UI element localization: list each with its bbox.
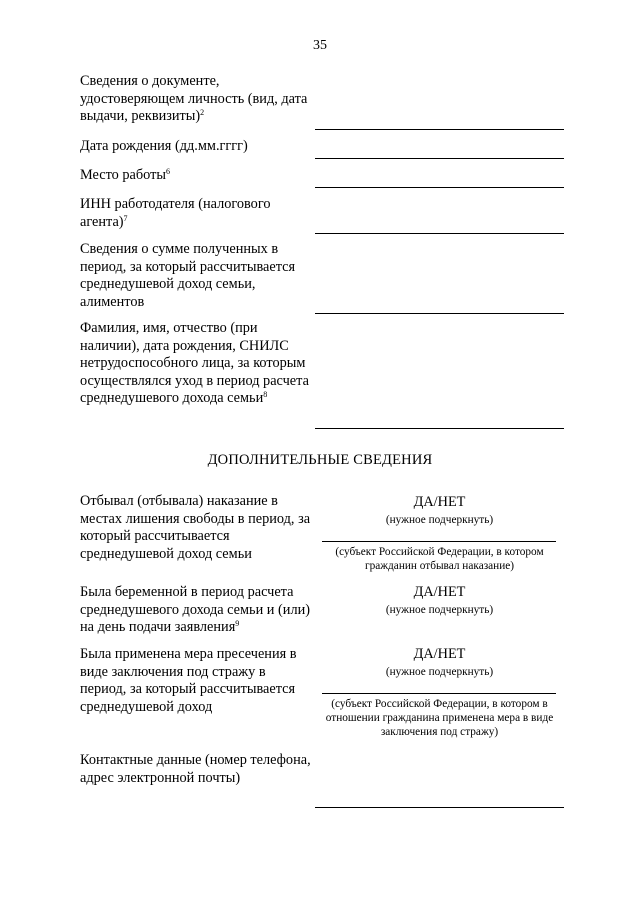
caption-custody-region: (субъект Российской Федерации, в котором в отношении гражданина применена мера в виде заключения под стражу) <box>325 698 554 738</box>
field-label-birth-date: Дата рождения (дд.мм.гггг) <box>80 138 248 154</box>
field-label-alimony: Сведения о сумме полученных в период, за который рассчитывается среднедушевой доход семьи, алиментов <box>80 241 296 310</box>
hint-underline-needed: (нужное подчеркнуть) <box>385 666 494 678</box>
contact-line[interactable] <box>315 807 564 808</box>
field-line-workplace[interactable] <box>315 187 564 188</box>
yes-no-choice-pregnancy[interactable]: ДА/НЕТ <box>413 584 466 600</box>
field-label-identity-document: Сведения о документе, удостоверяющем личность (вид, дата выдачи, реквизиты)$^2$ <box>80 73 308 124</box>
region-line-imprisonment[interactable] <box>322 541 556 542</box>
field-line-employer-inn[interactable] <box>315 233 564 234</box>
contact-label: Контактные данные (номер телефона, адрес электронной почты) <box>80 752 311 786</box>
field-label-workplace: Место работы$^6$ <box>80 167 170 183</box>
additional-label-imprisonment: Отбывал (отбывала) наказание в местах лишения свободы в период, за который рассчитывается среднедушевой доход семьи <box>80 493 311 562</box>
field-label-disabled-person: Фамилия, имя, отчество (при наличии), дата рождения, СНИЛС нетрудоспособного лица, за которым осуществлялся уход в период расчета среднедушевого дохода семьи$^8$ <box>80 320 309 406</box>
hint-underline-needed: (нужное подчеркнуть) <box>385 604 494 616</box>
hint-underline-needed: (нужное подчеркнуть) <box>385 514 494 526</box>
field-label-employer-inn: ИНН работодателя (налогового агента)$^7$ <box>80 196 271 230</box>
footnote-marker: 8 <box>263 390 268 399</box>
section-title: ДОПОЛНИТЕЛЬНЫЕ СВЕДЕНИЯ <box>207 452 433 468</box>
field-line-identity-document[interactable] <box>315 129 564 130</box>
footnote-marker: 7 <box>123 213 128 223</box>
region-line-custody[interactable] <box>322 693 556 694</box>
footnote-marker: 9 <box>235 619 240 628</box>
additional-label-pregnancy: Была беременной в период расчета среднедушевого дохода семьи и (или) на день подачи заявления$^9$ <box>80 584 310 635</box>
yes-no-choice-custody[interactable]: ДА/НЕТ <box>413 646 466 662</box>
field-line-birth-date[interactable] <box>315 158 564 159</box>
footnote-marker: 2 <box>200 108 205 117</box>
footnote-marker: 6 <box>165 167 170 176</box>
additional-label-custody: Была применена мера пресечения в виде заключения под стражу в период, за который рассчитывается среднедушевой доход <box>80 646 297 715</box>
field-line-alimony[interactable] <box>315 313 564 314</box>
page-number: 35 <box>313 38 327 53</box>
caption-imprisonment-region: (субъект Российской Федерации, в котором гражданин отбывал наказание) <box>335 546 544 572</box>
yes-no-choice-imprisonment[interactable]: ДА/НЕТ <box>413 494 466 510</box>
field-line-disabled-person[interactable] <box>315 428 564 429</box>
